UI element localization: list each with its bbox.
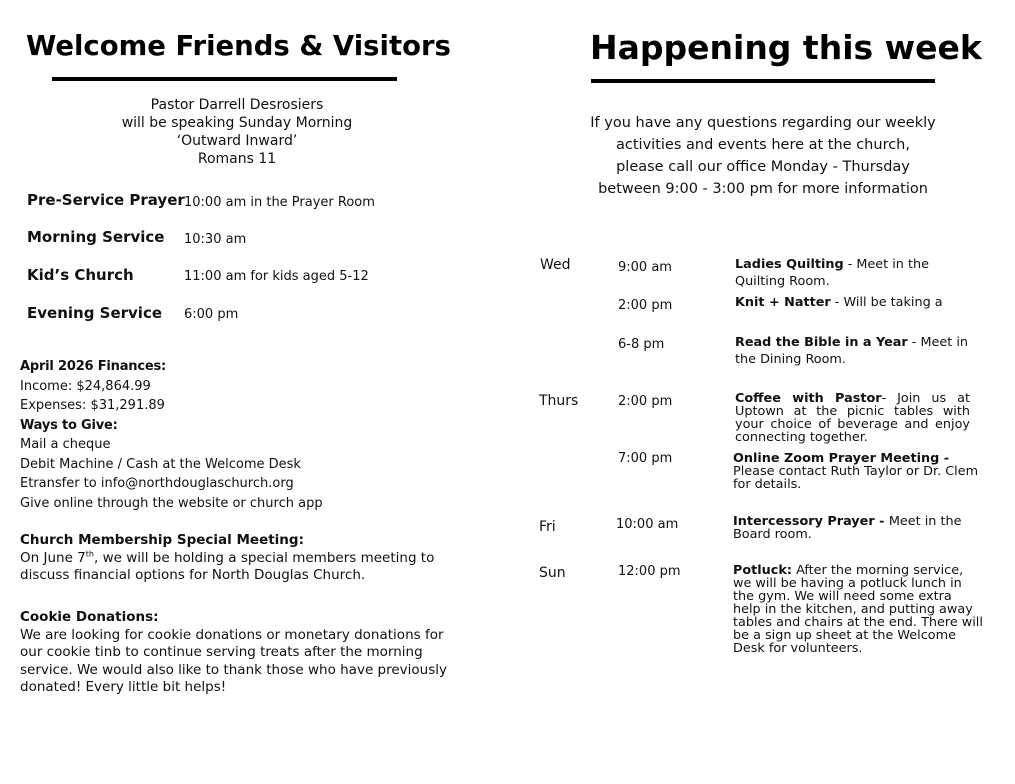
info-line-2: activities and events here at the church, xyxy=(616,137,910,153)
sermon-line-1: Pastor Darrell Desrosiers xyxy=(150,97,324,113)
event-time: 10:00 am xyxy=(616,517,679,532)
event-time: 12:00 pm xyxy=(618,564,681,579)
event-time: 6-8 pm xyxy=(618,337,665,352)
event-description: Online Zoom Prayer Meeting - Please contact Ruth Taylor or Dr. Clem for details. xyxy=(733,451,979,492)
day-label: Wed xyxy=(540,257,571,273)
info-line-1: If you have any questions regarding our weekly xyxy=(590,115,936,131)
service-label: Morning Service xyxy=(27,228,165,246)
ways-to-give-item: Debit Machine / Cash at the Welcome Desk xyxy=(20,456,301,472)
cookie-text: We are looking for cookie donations or monetary donations for our cookie tinb to continue serving treats after the morning service. We would also like to thank those who have previously donated! Every little bit helps! xyxy=(20,626,447,695)
service-time: 11:00 am for kids aged 5-12 xyxy=(184,269,369,284)
service-label: Pre-Service Prayer xyxy=(27,191,185,209)
sermon-announcement xyxy=(87,96,387,168)
finances-block xyxy=(20,357,470,513)
event-time: 2:00 pm xyxy=(618,394,673,409)
membership-meeting xyxy=(20,532,460,585)
membership-text: On June 7th, we will be holding a special members meeting to discuss financial options for North Douglas Church. xyxy=(20,549,435,583)
event-description: Read the Bible in a Year - Meet in the Dining Room. xyxy=(735,335,969,367)
finances-expenses: Expenses: $31,291.89 xyxy=(20,398,165,413)
happening-title: Happening this week xyxy=(590,28,982,67)
finances-heading: April 2026 Finances: xyxy=(20,359,167,374)
sermon-line-2: will be speaking Sunday Morning xyxy=(121,115,353,131)
welcome-title: Welcome Friends & Visitors xyxy=(26,30,451,62)
membership-heading: Church Membership Special Meeting: xyxy=(20,532,304,548)
event-description: Coffee with Pastor- Join us at Uptown at the picnic tables with your choice of beverage and enjoy connecting together. xyxy=(735,391,970,445)
service-label: Evening Service xyxy=(27,304,163,322)
day-label: Fri xyxy=(539,519,556,535)
event-description: Intercessory Prayer - Meet in the Board room. xyxy=(733,514,962,542)
happening-title-underline xyxy=(591,79,935,83)
info-line-3: please call our office Monday - Thursday xyxy=(616,159,910,175)
event-time: 7:00 pm xyxy=(618,451,673,466)
event-description: Ladies Quilting - Meet in the Quilting Room. xyxy=(735,257,929,289)
day-label: Sun xyxy=(539,565,566,581)
event-description: Potluck: After the morning service, we will be having a potluck lunch in the gym. We will need some extra help in the kitchen, and putting away tables and chairs at the end. There will be a sign up sheet at the Welcome Desk for volunteers. xyxy=(733,563,983,656)
ways-to-give-item: Mail a cheque xyxy=(20,437,111,452)
finances-income: Income: $24,864.99 xyxy=(20,378,151,394)
event-description: Knit + Natter - Will be taking a xyxy=(735,295,943,310)
service-label: Kid’s Church xyxy=(27,266,134,284)
sermon-line-4: Romans 11 xyxy=(197,151,277,167)
ways-to-give-item: Etransfer to info@northdouglaschurch.org xyxy=(20,476,294,491)
service-time: 10:30 am xyxy=(184,232,247,247)
event-time: 9:00 am xyxy=(618,260,672,275)
ways-to-give-heading: Ways to Give: xyxy=(20,417,118,433)
sermon-line-3: ‘Outward Inward’ xyxy=(176,133,298,149)
cookie-donations xyxy=(20,609,460,697)
office-info xyxy=(553,112,973,200)
day-label: Thurs xyxy=(539,393,579,409)
service-time: 10:00 am in the Prayer Room xyxy=(184,195,375,210)
info-line-4: between 9:00 - 3:00 pm for more information xyxy=(598,181,928,197)
service-time: 6:00 pm xyxy=(184,307,239,322)
welcome-title-underline xyxy=(52,77,397,81)
cookie-heading: Cookie Donations: xyxy=(20,609,159,625)
ways-to-give-item: Give online through the website or church app xyxy=(20,495,323,511)
event-time: 2:00 pm xyxy=(618,298,673,313)
